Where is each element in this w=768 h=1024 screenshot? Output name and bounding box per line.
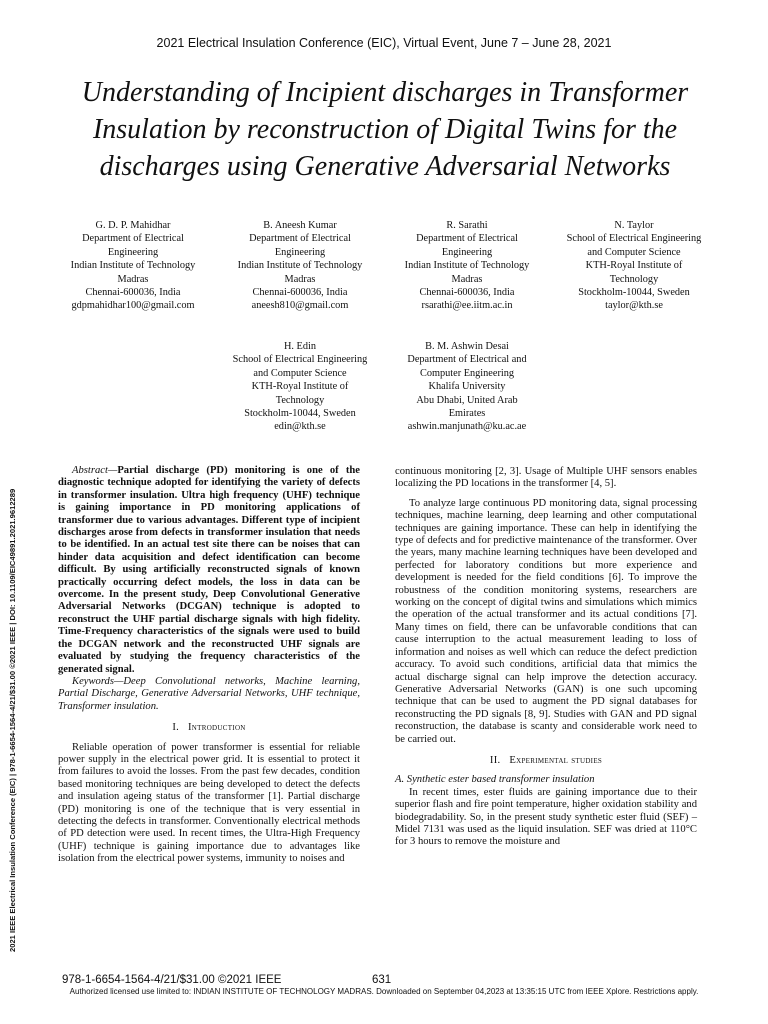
author-affiliation: School of Electrical Engineering (566, 233, 702, 245)
author-name: B. Aneesh Kumar (263, 220, 337, 231)
author-affiliation: KTH-Royal Institute of (585, 260, 683, 272)
author-location: Abu Dhabi, United Arab (416, 394, 518, 406)
author-affiliation: and Computer Science (253, 367, 347, 379)
footer-copyright: 978-1-6654-1564-4/21/$31.00 ©2021 IEEE (62, 974, 282, 986)
author-name: R. Sarathi (446, 220, 488, 231)
author-block (215, 219, 385, 313)
author-location: Emirates (448, 408, 486, 420)
author-email[interactable]: rsarathi@ee.iitm.ac.in (421, 300, 513, 312)
author-email[interactable]: ashwin.manjunath@ku.ac.ae (407, 421, 527, 433)
author-affiliation: Madras (284, 273, 316, 285)
author-affiliation: KTH-Royal Institute of (251, 381, 349, 393)
abstract (58, 465, 360, 676)
author-affiliation: Engineering (107, 246, 159, 258)
page-number: 631 (372, 974, 392, 986)
author-affiliation: School of Electrical Engineering (232, 354, 368, 366)
author-block (48, 219, 218, 313)
section-heading (395, 755, 697, 767)
author-location: Chennai-600036, India (252, 287, 348, 299)
author-affiliation: Department of Electrical (416, 233, 518, 245)
author-email[interactable]: taylor@kth.se (605, 300, 663, 312)
body-paragraph: continuous monitoring [2, 3]. Usage of Multiple UHF sensors enables localizing the PD locations in the transformer [4, 5]. (395, 466, 697, 490)
author-affiliation: Department of Electrical (82, 233, 184, 245)
author-block (382, 340, 552, 434)
author-affiliation: Indian Institute of Technology (237, 260, 363, 272)
section-number: I. (172, 722, 180, 734)
right-column (395, 466, 697, 849)
author-affiliation: Computer Engineering (419, 367, 515, 379)
left-column (58, 465, 360, 866)
abstract-text: Partial discharge (PD) monitoring is one of the diagnostic technique adopted for identifying the variety of defects in transformer insulation. Ultra high frequency (UHF) technique is gaining importance in PD monitoring applications of transformer due to various advantages. Different type of incipient discharges arose from defects in transformer insulation that needs to be identified. In an actual test site there can be noises that can hinder data acquisition and defect identification can become difficult. By using artificially reconstructed signals of known practically occurring defect models, the loss in data can be overcome. In the present study, Deep Convolutional Generative Adversarial Networks (DCGAN) technique is adopted to reconstruct the UHF partial discharge signals with high fidelity. Time-Frequency characteristics of the signals were used to build the DCGAN network and the reconstructed UHF signals are evaluated by studying the frequency characteristics of the generated signal. (58, 465, 360, 675)
author-location: Chennai-600036, India (85, 287, 181, 299)
author-location: Stockholm-10044, Sweden (244, 408, 356, 420)
author-email[interactable]: aneesh810@gmail.com (251, 300, 349, 312)
author-affiliation: Department of Electrical and (407, 354, 527, 366)
author-affiliation: Department of Electrical (249, 233, 351, 245)
section-heading (58, 722, 360, 734)
side-citation-strip: 2021 IEEE Electrical Insulation Conference (EIC) | 978-1-6654-1564-4/21/$31.00 ©2021 IEEE | DOI: 10.1109/EIC49891.2021.9612289 (8, 488, 17, 952)
author-name: N. Taylor (614, 220, 654, 231)
keywords: Keywords—Deep Convolutional networks, Machine learning, Partial Discharge, Generative Adversarial Networks, UHF technique, Transformer insulation. (58, 675, 360, 712)
author-block (382, 219, 552, 313)
author-email[interactable]: edin@kth.se (274, 421, 326, 433)
subsection-heading: A. Synthetic ester based transformer insulation (395, 774, 595, 786)
conference-header: 2021 Electrical Insulation Conference (EIC), Virtual Event, June 7 – June 28, 2021 (156, 36, 612, 50)
author-name: B. M. Ashwin Desai (425, 341, 509, 352)
section-title: Introduction (187, 722, 246, 734)
paper-title: Understanding of Incipient discharges in Transformer Insulation by reconstruction of Digital Twins for the discharges using Generative Adversarial Networks (81, 77, 689, 182)
author-affiliation: Indian Institute of Technology (404, 260, 530, 272)
author-email[interactable]: gdpmahidhar100@gmail.com (71, 300, 195, 312)
author-affiliation: and Computer Science (587, 246, 681, 258)
body-paragraph: In recent times, ester fluids are gaining importance due to their superior flash and fire point temperature, higher oxidation stability and biodegradability. So, in the present study synthetic ester fluid (SEF) – Midel 7131 was used as the liquid insulation. SEF was dried at 110°C for 3 hours to remove the moisture and (395, 786, 697, 848)
body-paragraph: Reliable operation of power transformer is essential for reliable power supply in the electrical power grid. It is essential to protect it from failures to avoid the losses. From the past few decades, condition based monitoring techniques are being developed to detect the defects and insulation ageing status of the transformer [1]. Partial discharge (PD) monitoring is one of the technique that is very essential in detecting the defects in transformer. Conventionally electrical methods of PD detection were used. In recent times, the Ultra-High Frequency (UHF) technique is gaining importance due to advantages like isolation from the electrical power systems, immunity to noises and (58, 741, 360, 865)
author-affiliation: Engineering (274, 246, 326, 258)
author-affiliation: Technology (609, 273, 659, 285)
author-affiliation: Madras (451, 273, 483, 285)
author-block (215, 340, 385, 434)
author-location: Chennai-600036, India (419, 287, 515, 299)
author-name: G. D. P. Mahidhar (95, 220, 171, 231)
author-name: H. Edin (283, 341, 317, 352)
authorized-use-notice: Authorized licensed use limited to: INDIAN INSTITUTE OF TECHNOLOGY MADRAS. Downloaded on September 04,2023 at 13:35:15 UTC from IEEE Xplore. Restrictions apply. (69, 987, 699, 996)
author-location: Stockholm-10044, Sweden (578, 287, 690, 299)
author-block (549, 219, 719, 313)
author-affiliation: Khalifa University (428, 381, 506, 393)
author-affiliation: Engineering (441, 246, 493, 258)
author-affiliation: Technology (275, 394, 325, 406)
author-affiliation: Indian Institute of Technology (70, 260, 196, 272)
section-title: Experimental studies (509, 754, 603, 766)
body-paragraph: To analyze large continuous PD monitoring data, signal processing techniques, machine learning, deep learning and other computational techniques are gaining importance. These can help in identifying the type of defects and for predictive maintenance of the transformer. Over the years, many machine learning techniques have been developed and perfected for laboratory conditions but more experience and development is needed for the field conditions [6]. To improve the robustness of the condition monitoring systems, researchers are working on the concept of digital twins and simulations which mimics the operation of the actual transformer and its actual conditions [7]. Many times on field, there can be unfavorable conditions that can cause interruption to the actual measurement leading to loss of information and noises as well which can reduce the defect prediction accuracy. To avoid such conditions, artificial data that mimics the actual discharge signal can help improve the detection accuracy. Generative Adversarial Networks (GAN) is one such upcoming technique that can be used to augment the PD signal databases for reconstructing the PD signals [8, 9]. Studies with GAN and PD signal reconstruction, the database is scanty and considerable work need to be carried out. (395, 497, 697, 745)
section-number: II. (489, 754, 501, 766)
author-affiliation: Madras (117, 273, 149, 285)
abstract-lead: Abstract— (72, 465, 118, 476)
